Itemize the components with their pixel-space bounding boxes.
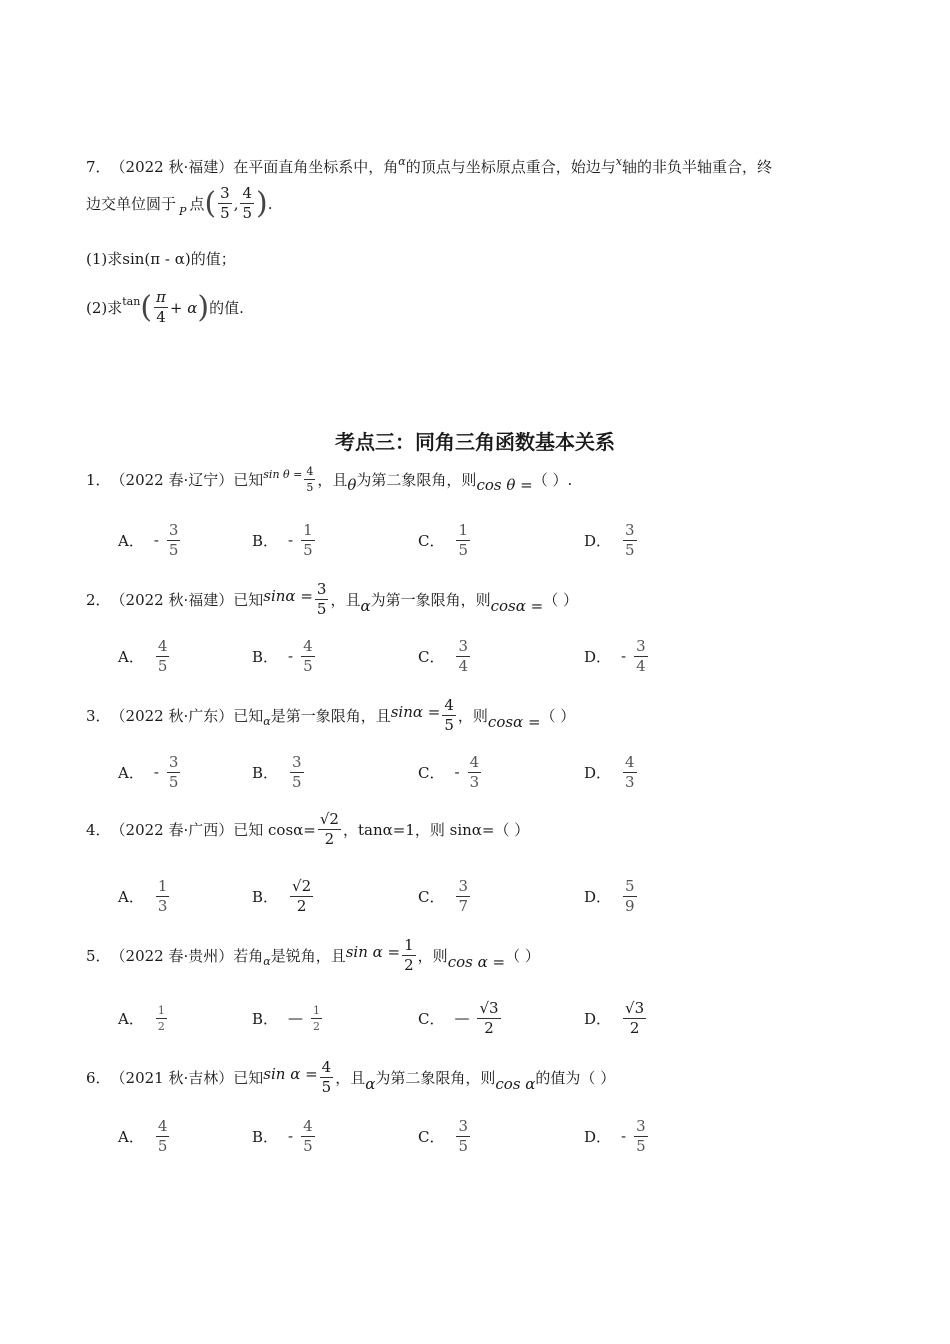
q7-P: P	[179, 205, 187, 218]
question-7-sub-1	[86, 248, 236, 269]
q5-func: sin α =	[345, 942, 401, 961]
q2-cond: 为第一象限角，则	[370, 591, 491, 609]
q5-pre: 若角	[233, 947, 264, 965]
q7-sub2-left-paren: (	[140, 289, 153, 325]
question-1	[86, 466, 572, 493]
q1-mid: ，且	[317, 471, 348, 489]
q6-mid: ，且	[335, 1069, 366, 1087]
q3-pre: 已知	[233, 707, 264, 725]
q2-option-a[interactable]: A． $\frac{4}{5}$	[118, 636, 168, 675]
q6-number: 6．	[86, 1069, 111, 1087]
q1-option-d[interactable]: D． $\frac{3}{5}$	[584, 520, 635, 559]
q1-ask: cos θ =	[476, 475, 533, 494]
q4-mid: ，tanα=1，则 sinα=（ ）	[342, 821, 530, 839]
q5-option-d[interactable]: D． $\frac{√3}{2}$	[584, 998, 645, 1037]
q4-option-c[interactable]: C． $\frac{3}{7}$	[418, 876, 469, 915]
q2-given-frac: $\frac{3}{5}$	[316, 580, 327, 618]
section-title: 考点三：同角三角函数基本关系	[335, 430, 615, 454]
q7-py-frac: $\frac{4}{5}$	[242, 184, 253, 222]
q3-func: sinα =	[390, 702, 441, 721]
q4-pre: 已知 cosα=	[233, 821, 316, 839]
q1-option-c[interactable]: C． $\frac{1}{5}$	[418, 520, 469, 559]
q3-source: （2022 秋·广东）	[110, 707, 234, 725]
q6-cond: 为第二象限角，则	[375, 1069, 496, 1087]
q2-ask: cosα =	[490, 596, 544, 615]
q2-pre: 已知	[233, 591, 264, 609]
question-6	[86, 1060, 615, 1095]
q6-func: sin α =	[263, 1064, 318, 1083]
q5-given-frac: $\frac{1}{2}$	[404, 936, 414, 974]
q1-cond: 为第二象限角，则	[356, 471, 477, 489]
q3-cond: 是第一象限角，且	[270, 707, 391, 725]
q3-option-c[interactable]: C． - $\frac{4}{3}$	[418, 752, 480, 791]
q5-mid: ，则	[417, 947, 448, 965]
q7-right-paren: )	[256, 185, 268, 221]
q1-tail: （ ）.	[532, 471, 573, 489]
q7-sub2-plus: + α	[169, 298, 198, 317]
question-7-sub-2	[86, 290, 244, 325]
q4-given-frac: $\frac{√2}{2}$	[319, 810, 339, 848]
q7-sub2-prefix: (2)求	[86, 299, 123, 317]
q6-source: （2021 秋·吉林）	[110, 1069, 234, 1087]
q3-given-frac: $\frac{4}{5}$	[444, 696, 454, 734]
q4-option-b[interactable]: B． $\frac{√2}{2}$	[252, 876, 312, 915]
q5-var: α	[263, 955, 271, 968]
q5-option-b[interactable]: B． — $\frac{1}{2}$	[252, 1003, 321, 1033]
q7-sub2-right-paren: )	[197, 289, 210, 325]
q5-cond: 是锐角，且	[270, 947, 346, 965]
q6-option-c[interactable]: C． $\frac{3}{5}$	[418, 1116, 469, 1155]
question-2	[86, 582, 578, 617]
q4-source: （2022 春·广西）	[110, 821, 234, 839]
q6-pre: 已知	[233, 1069, 264, 1087]
q3-var: α	[263, 715, 271, 728]
question-7-line-1	[86, 156, 772, 177]
q2-option-d[interactable]: D． - $\frac{3}{4}$	[584, 636, 646, 675]
q7-left-paren: (	[204, 185, 217, 221]
q6-option-b[interactable]: B． - $\frac{4}{5}$	[252, 1116, 313, 1155]
q7-source: （2022 秋·福建）	[110, 158, 234, 176]
q3-options	[118, 750, 758, 794]
q5-tail: （ ）	[505, 947, 540, 965]
q4-number: 4．	[86, 821, 111, 839]
q6-option-a[interactable]: A． $\frac{4}{5}$	[118, 1116, 168, 1155]
q1-option-a[interactable]: A． - $\frac{3}{5}$	[118, 520, 179, 559]
q1-option-b[interactable]: B． - $\frac{1}{5}$	[252, 520, 313, 559]
q6-ask: cos α	[495, 1074, 536, 1093]
q3-option-d[interactable]: D． $\frac{4}{3}$	[584, 752, 635, 791]
q5-options	[118, 996, 758, 1040]
q5-option-c[interactable]: C． — $\frac{√3}{2}$	[418, 998, 499, 1037]
q6-given-frac: $\frac{4}{5}$	[321, 1058, 332, 1096]
q7-px-frac: $\frac{3}{5}$	[220, 184, 230, 222]
q2-number: 2．	[86, 591, 111, 609]
q7-text1: 在平面直角坐标系中，角	[233, 158, 399, 176]
q4-options	[118, 874, 758, 918]
q1-pre: 已知	[233, 471, 264, 489]
question-7-line-2	[86, 186, 273, 221]
q7-sub1-prefix: (1)求	[86, 250, 123, 268]
q2-tail: （ ）	[543, 591, 579, 609]
q3-tail: （ ）	[540, 707, 576, 725]
q1-var: θ	[347, 475, 357, 494]
q1-func: sin θ =	[263, 468, 303, 481]
q7-text5: 点	[189, 195, 205, 213]
q3-option-b[interactable]: B． $\frac{3}{5}$	[252, 752, 302, 791]
q7-x: x	[615, 155, 622, 168]
q4-option-d[interactable]: D． $\frac{5}{9}$	[584, 876, 635, 915]
q3-option-a[interactable]: A． - $\frac{3}{5}$	[118, 752, 179, 791]
q5-ask: cos α =	[447, 952, 506, 971]
q7-text4: 边交单位圆于	[86, 195, 177, 213]
q2-option-b[interactable]: B． - $\frac{4}{5}$	[252, 636, 313, 675]
q1-number: 1．	[86, 471, 111, 489]
question-5	[86, 938, 540, 973]
q1-source: （2022 春·辽宁）	[110, 471, 234, 489]
q1-given-frac: $\frac{4}{5}$	[306, 465, 314, 494]
q3-number: 3．	[86, 707, 111, 725]
q7-number: 7．	[86, 158, 111, 176]
question-4	[86, 812, 529, 847]
q7-sub2-suffix: 的值.	[209, 299, 244, 317]
q7-comma: ,	[233, 194, 239, 213]
q5-number: 5．	[86, 947, 111, 965]
q6-options	[118, 1114, 758, 1158]
q2-source: （2022 秋·福建）	[110, 591, 234, 609]
q3-ask: cosα =	[487, 712, 541, 731]
q2-var: α	[360, 596, 371, 615]
q2-option-c[interactable]: C． $\frac{3}{4}$	[418, 636, 469, 675]
q7-alpha: α	[398, 155, 406, 168]
q7-sub1-expr: sin(π - α)	[122, 249, 191, 268]
q7-sub2-tan: tan	[122, 295, 141, 308]
q6-tail: 的值为（ ）	[535, 1069, 616, 1087]
q2-mid: ，且	[330, 591, 361, 609]
q3-mid: ，则	[457, 707, 488, 725]
q5-source: （2022 春·贵州）	[110, 947, 234, 965]
q7-end: .	[267, 194, 273, 213]
q6-option-d[interactable]: D． - $\frac{3}{5}$	[584, 1116, 646, 1155]
q2-func: sinα =	[263, 586, 313, 605]
q1-options	[118, 518, 758, 562]
q7-text2: 的顶点与坐标原点重合，始边与	[405, 158, 616, 176]
question-3	[86, 698, 575, 733]
q5-option-a[interactable]: A． $\frac{1}{2}$	[118, 1003, 165, 1033]
q7-text3: 轴的非负半轴重合，终	[621, 158, 772, 176]
q6-var: α	[365, 1074, 376, 1093]
q7-sub1-suffix: 的值；	[190, 250, 236, 268]
q2-options	[118, 634, 758, 678]
q4-option-a[interactable]: A． $\frac{1}{3}$	[118, 876, 168, 915]
q7-sub2-frac: $\frac{\pi}{4}$	[156, 288, 166, 326]
